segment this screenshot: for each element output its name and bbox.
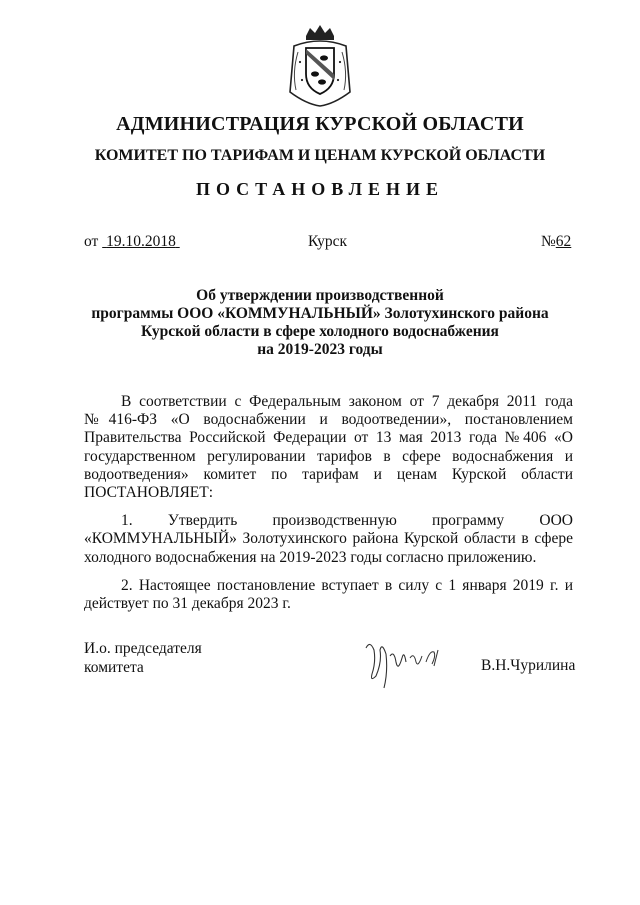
document-date [84, 233, 180, 251]
signatory-title [84, 640, 202, 677]
committee-title: КОМИТЕТ ПО ТАРИФАМ И ЦЕНАМ КУРСКОЙ ОБЛАСТИ [94, 147, 546, 164]
subject-line: Курской области в сфере холодного водоснабжения [141, 323, 499, 340]
subject-line: на 2019-2023 годы [257, 341, 383, 358]
signatory-name: В.Н.Чурилина [481, 657, 576, 674]
handwritten-signature [360, 632, 450, 692]
signatory-title-line: комитета [84, 658, 144, 676]
number-value: 62 [555, 233, 572, 250]
coat-of-arms-icon [284, 22, 356, 108]
subject-line: Об утверждении производственной [196, 287, 444, 304]
date-value: 19.10.2018 [106, 233, 176, 250]
document-body [84, 393, 573, 613]
organization-title: АДМИНИСТРАЦИЯ КУРСКОЙ ОБЛАСТИ [116, 113, 524, 135]
number-prefix: № [541, 233, 556, 250]
resolution-item-2: 2. Настоящее постановление вступает в силу с 1 января 2019 г. и действует по 31 декабря 2023 г. [84, 576, 573, 613]
document-subject [90, 287, 550, 359]
signatory-title-line: И.о. председателя [84, 640, 202, 657]
date-prefix: от [84, 233, 99, 250]
document-city: Курск [308, 233, 348, 250]
document-type: ПОСТАНОВЛЕНИЕ [195, 179, 445, 199]
document-number [541, 233, 571, 251]
resolution-item-1: 1. Утвердить производственную программу ООО «КОММУНАЛЬНЫЙ» Золотухинского района Курской области в сфере холодного водоснабжения на 2019-2023 годы согласно приложению. [84, 512, 573, 566]
subject-line: программы ООО «КОММУНАЛЬНЫЙ» Золотухинского района [91, 305, 549, 322]
preamble-paragraph: В соответствии с Федеральным законом от 7 декабря 2011 года №416-ФЗ «О водоснабжении и водоотведении», постановлением Правительства Российской Федерации от 13 мая 2013 года №406 «О государственном регулировании тарифов в сфере водоснабжения и водоотведения» комитет по тарифам и ценам Курской области ПОСТАНОВЛЯЕТ: [84, 393, 573, 502]
